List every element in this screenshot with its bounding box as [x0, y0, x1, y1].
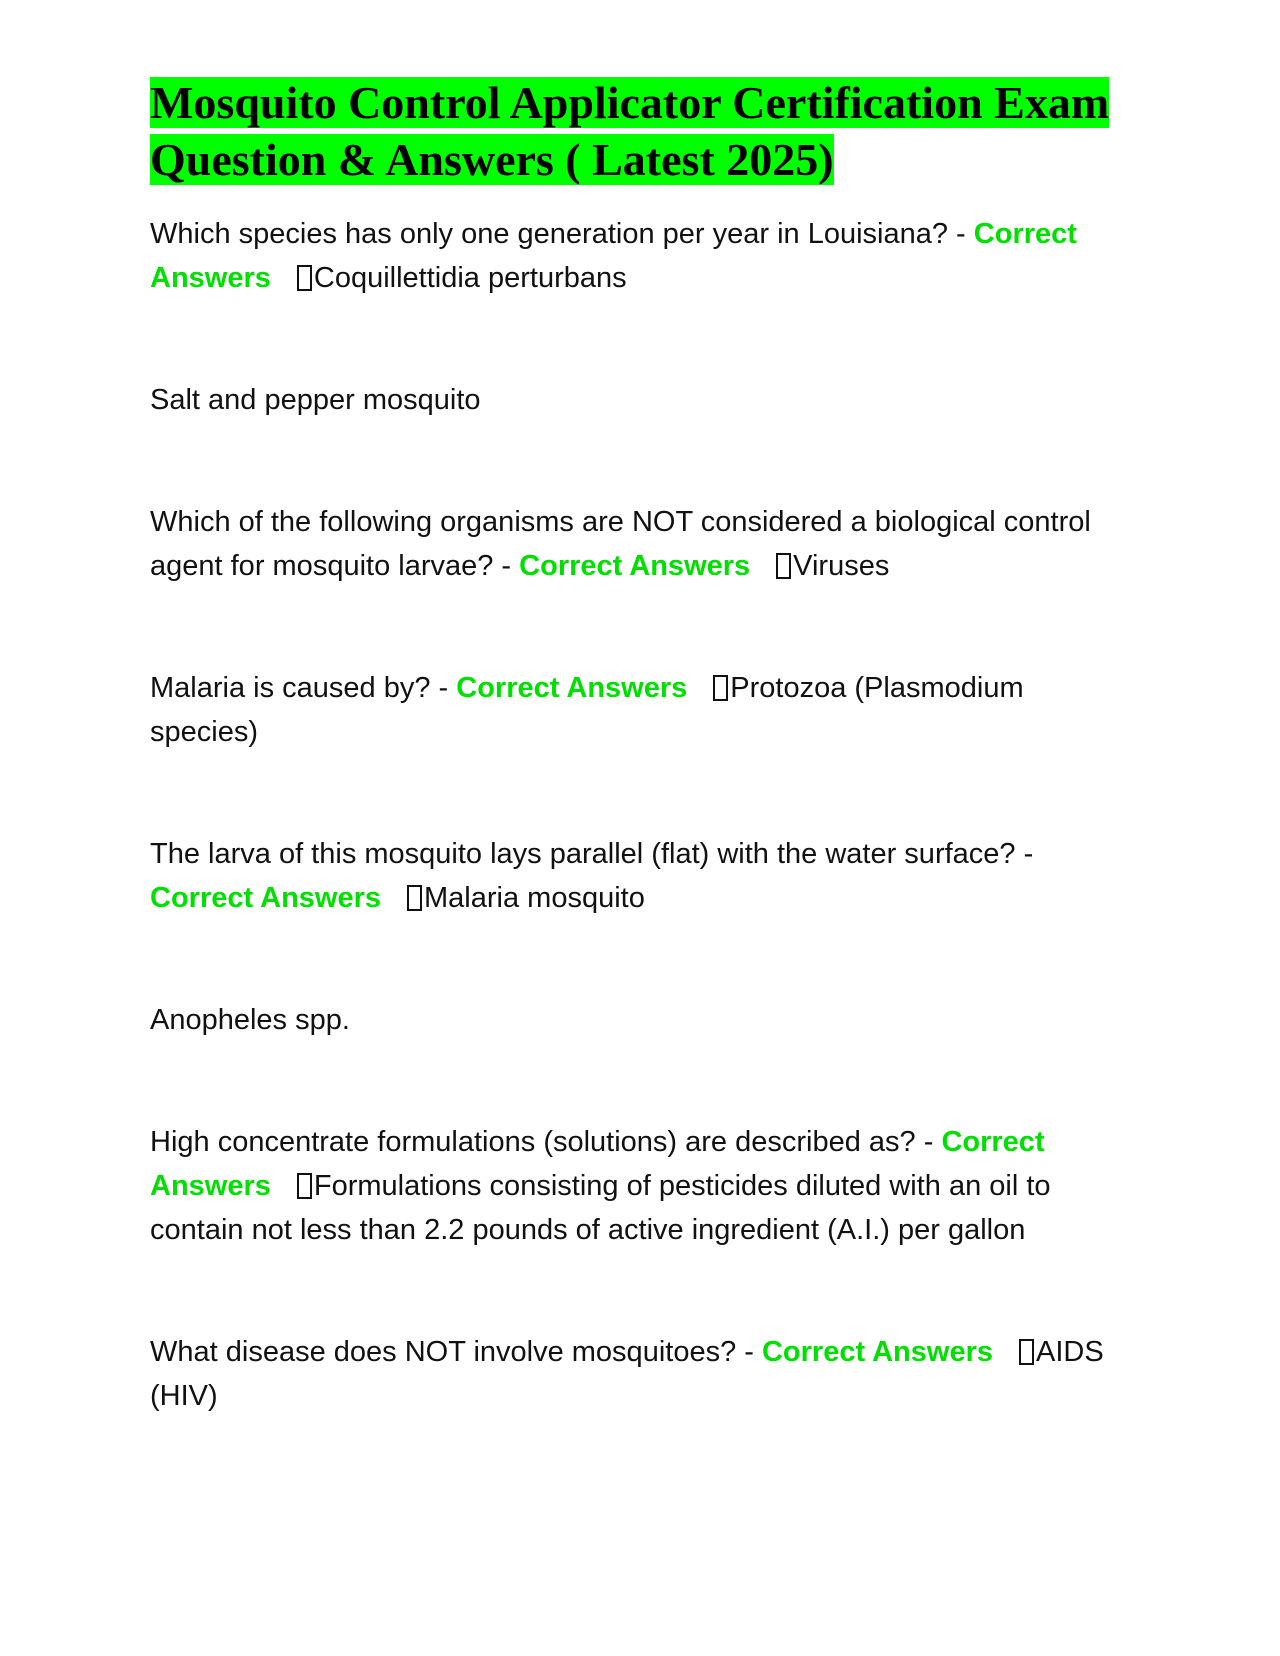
correct-answers-label: Correct Answers [519, 550, 751, 582]
answer-continuation-2: Anopheles spp. [150, 1004, 350, 1036]
correct-answers-label: Correct Answers [761, 1336, 993, 1368]
missing-glyph-icon [407, 885, 422, 911]
question-text: The larva of this mosquito lays parallel (flat) with the water surface? - [150, 838, 1034, 870]
answer-continuation-1: Salt and pepper mosquito [150, 384, 481, 416]
qa-item-3 [150, 666, 1130, 754]
question-text: Which species has only one generation per year in Louisiana? - [150, 218, 974, 250]
missing-glyph-icon [297, 265, 312, 291]
answer-text: Protozoa (Plasmodium species) [150, 672, 1024, 748]
question-text: Malaria is caused by? - [150, 672, 457, 704]
qa-item-6 [150, 1330, 1130, 1418]
answer-text: AIDS (HIV) [150, 1336, 1104, 1412]
missing-glyph-icon [776, 553, 791, 579]
question-text: What disease does NOT involve mosquitoes? - [150, 1336, 762, 1368]
document-page [150, 74, 1130, 1496]
correct-answers-label: Correct Answers [150, 882, 382, 914]
missing-glyph-icon [297, 1173, 312, 1199]
missing-glyph-icon [1019, 1339, 1034, 1365]
correct-answers-label: Correct Answers [150, 218, 1077, 294]
document-title: Mosquito Control Applicator Certification Exam Question & Answers ( Latest 2025) [150, 77, 1110, 185]
answer-text: Coquillettidia perturbans [313, 262, 627, 294]
qa-item-1 [150, 212, 1130, 300]
qa-item-4 [150, 832, 1130, 920]
question-text: Which of the following organisms are NOT considered a biological control agent for mosquito larvae? - [150, 506, 1091, 582]
missing-glyph-icon [713, 675, 728, 701]
answer-text: Malaria mosquito [424, 882, 645, 914]
correct-answers-label: Correct Answers [456, 672, 688, 704]
answer-text: Formulations consisting of pesticides diluted with an oil to contain not less than 2.2 pounds of active ingredient (A.I.) per gallon [150, 1170, 1051, 1246]
answer-text: Viruses [793, 550, 890, 582]
qa-item-5 [150, 1120, 1130, 1252]
qa-item-2 [150, 500, 1130, 588]
question-text: High concentrate formulations (solutions) are described as? - [150, 1126, 942, 1158]
correct-answers-label: Correct Answers [150, 1126, 1045, 1202]
